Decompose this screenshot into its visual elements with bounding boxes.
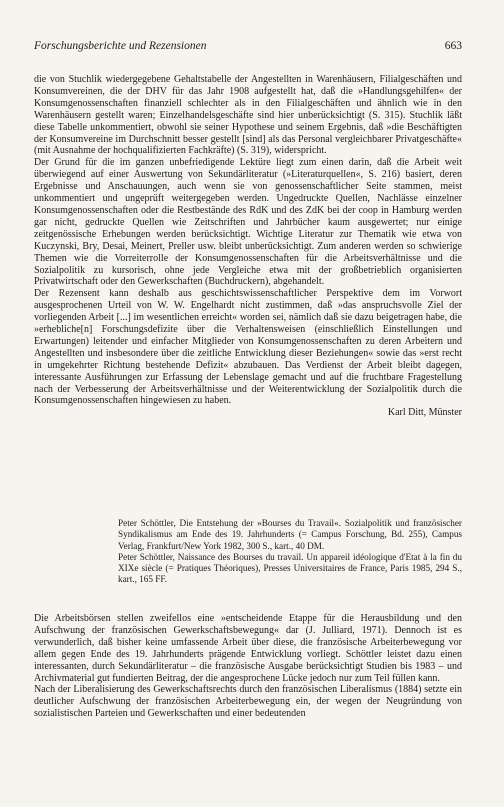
paragraph: Die Arbeitsbörsen stellen zweifellos eine »entscheidende Etappe für die Herausbildung und den Aufschwung der französischen Gewerkschaftsbewegung« dar (J. Julliard, 1971). Dennoch ist es verwunderlich, daß bisher keine umfassende Arbeit über diese, die französische Arbeiterbewegung vor allem gegen Ende des 19. Jahrhunderts prägende Entwicklung vorliegt. Schöttler leistet dazu einen interessanten, durch Sekundärliteratur – die französische Ausgabe berücksichtigt Studien bis 1983 – und Archivmaterial gut fundierten Beitrag, der die angesprochene Lücke jedoch nur zum Teil füllen kann. <box>34 613 462 684</box>
page-number: 663 <box>444 40 462 52</box>
paragraph: die von Stuchlik wiedergegebene Gehaltstabelle der Angestellten in Warenhäusern, Filialgeschäften und Konsumvereinen, die der DHV für das Jahr 1908 aufgestellt hat, daß die »Handlungsgehilfen« der Konsumgenossenschaften finanziell schlechter als in den Filialgeschäften und ähnlich wie in den Warenhäusern gestellt waren; Einzelhandelsgeschäfte sind hier unberücksichtigt (S. 315). Stuchlik läßt diese Tabelle unkommentiert, obwohl sie seiner Hypothese und seinem Ergebnis, daß »die Beschäftigten der Konsumvereine im Durchschnitt besser gestellt [sind] als das Personal vergleichbarer Privatgeschäfte« (mit Ausnahme der hochqualifizierten Fachkräfte) (S. 319), widerspricht. <box>34 74 462 157</box>
paragraph: Der Rezensent kann deshalb aus geschichtswissenschaftlicher Perspektive dem im Vorwort ausgesprochenen Urteil von W. W. Engelhardt nicht zustimmen, daß »das anspruchsvolle Ziel der vorliegenden Arbeit [...] im wesentlichen erreicht« worden sei, nämlich daß sie dazu beigetragen habe, die »erhebliche[n] Forschungsdefizite über die Verhaltensweisen (einschließlich Einstellungen und Erwartungen) leitender und einfacher Mitglieder von Konsumgenossenschaften zu deren Arbeitern und Angestellten und insbesondere über die zeitliche Entwicklung dieser Beziehungen« sowie das »erst recht in umgekehrter Richtung bestehende Defizit« abzubauen. Das Verdienst der Arbeit bleibt dagegen, interessante Ausführungen zur Erfassung der Lebenslage gemacht und auf die fruchtbare Fragestellung nach der Verbesserung der Arbeitsverhältnisse und der Weiterentwicklung der Sozialpolitik durch die Konsumgenossenschaften hingewiesen zu haben. <box>34 288 462 407</box>
bibliography-entry: Peter Schöttler, Naissance des Bourses du travail. Un appareil idéologique d'Etat à la fin du XIXe siècle (= Pratiques Théoriques), Presses Universitaires de France, Paris 1985, 294 S., kart., 165 FF. <box>118 551 462 585</box>
review-schoettler <box>34 613 462 720</box>
running-header <box>34 40 462 56</box>
review-ditt <box>34 74 462 419</box>
running-title: Forschungsberichte und Rezensionen <box>34 40 207 52</box>
bibliography-entry: Peter Schöttler, Die Entstehung der »Bourses du Travail«. Sozialpolitik und französischer Syndikalismus am Ende des 19. Jahrhunderts (= Campus Forschung, Bd. 255), Campus Verlag, Frankfurt/New York 1982, 300 S., kart., 40 DM. <box>118 518 462 551</box>
paragraph: Nach der Liberalisierung des Gewerkschaftsrechts durch den französischen Liberalismus (1884) setzte ein deutlicher Aufschwung der französischen Arbeiterbewegung ein, der wegen der Neugründung von sozialistischen Parteien und Gewerkschaften und einer bedeutenden <box>34 684 462 720</box>
bibliography-entries <box>118 518 462 586</box>
reviewer-signature: Karl Ditt, Münster <box>387 407 462 419</box>
paragraph: Der Grund für die im ganzen unbefriedigende Lektüre liegt zum einen darin, daß die Arbeit weit überwiegend auf einer Auswertung von Sekundärliteratur (»Literaturquellen«, S. 216) basiert, deren Ergebnisse und Anschauungen, auch wenn sie von genossenschaftlicher Seite stammen, meist unkommentiert und ungeprüft weitergegeben werden. Ungedruckte Quellen, Nachlässe einzelner Konsumgenossenschaften oder die Restbestände des RdK und des ZdK bei der coop in Hamburg werden gar nicht, gedruckte Quellen wie Zeitschriften und Jahrbücher kaum ausgewertet; nur einige zeitgenössische Erhebungen werden berücksichtigt. Wichtige Literatur zur Thematik wie etwa von Kuczynski, Bry, Desai, Meinert, Preller usw. bleibt unberücksichtigt. Zum anderen werden so schwierige Themen wie die Vorreiterrolle der Konsumgenossenschaften für die Arbeitsverhältnisse und die Sozialpolitik zu kursorisch, ohne jede Vergleiche etwa mit der großbetrieblich organisierten Privatwirtschaft oder den Gewerkschaften (Buchdruckern), abgehandelt. <box>34 157 462 288</box>
